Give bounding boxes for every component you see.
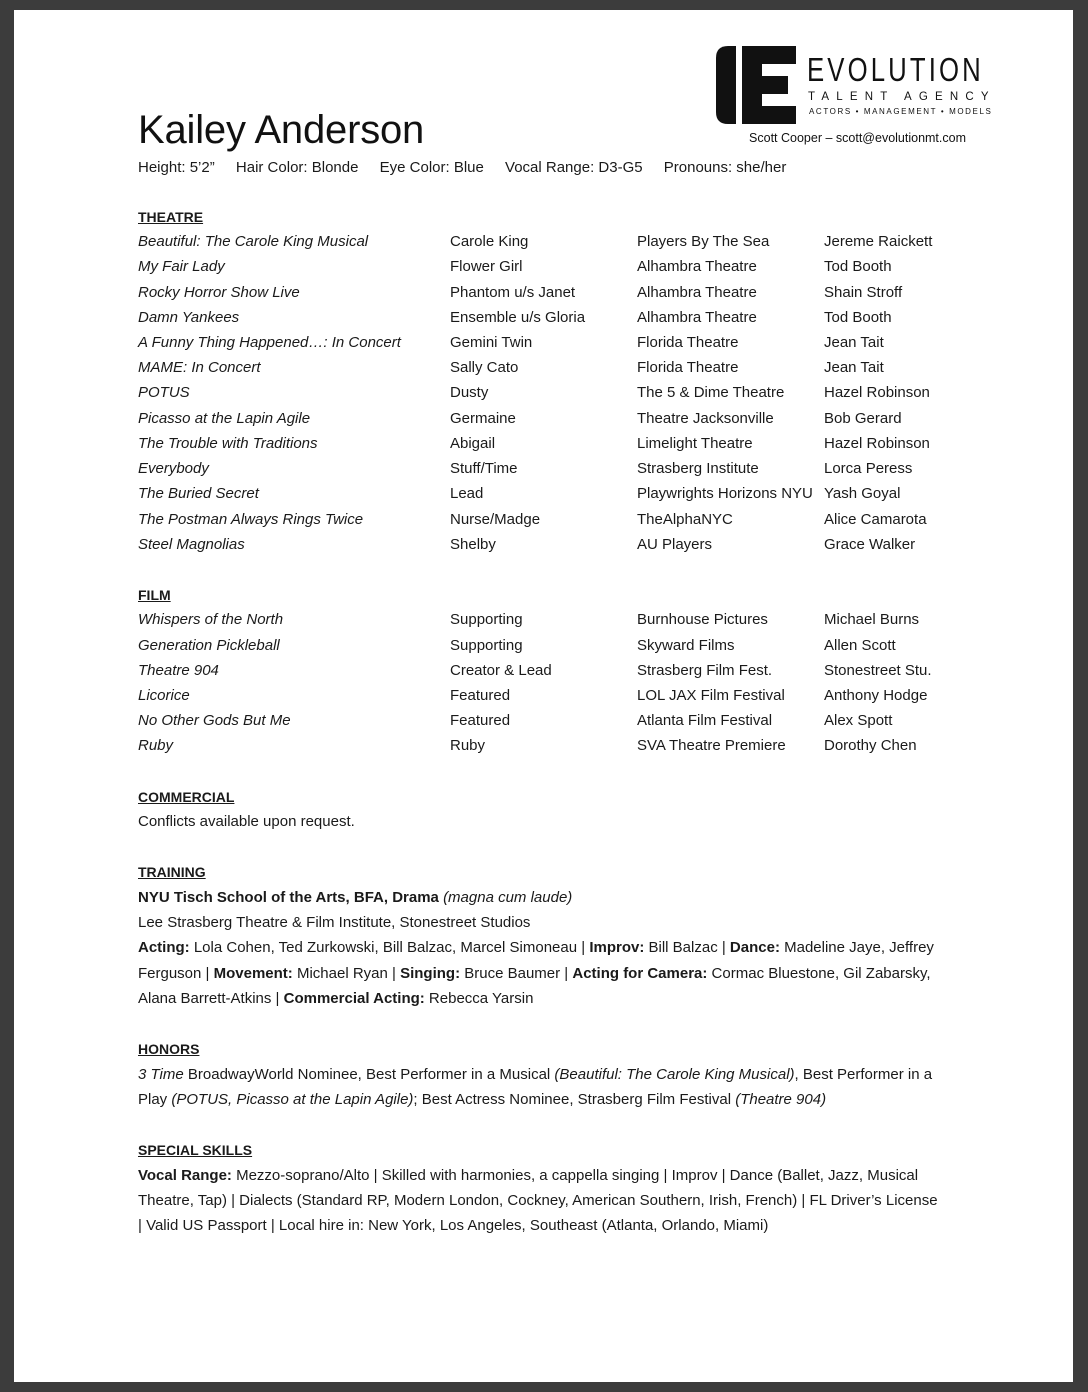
agent-contact: Scott Cooper – scott@evolutionmt.com [749,131,966,145]
teachers-dance: Madeline Jaye, Jeffrey Ferguson | [138,939,934,982]
honors-text [138,1062,938,1112]
credit-director: Dorothy Chen [824,737,917,754]
credit-title: The Postman Always Rings Twice [138,511,364,528]
credit-venue: Strasberg Institute [637,460,759,477]
credit-director: Bob Gerard [824,410,902,427]
credit-title: The Trouble with Traditions [138,435,318,452]
agency-logo [714,44,996,134]
credit-venue: Burnhouse Pictures [637,611,768,628]
school-honor: (magna cum laude) [443,889,573,906]
evolution-e-logo-icon [714,44,798,126]
honors-heading: HONORS [138,1041,200,1057]
credit-director: Hazel Robinson [824,384,930,401]
credit-venue: Skyward Films [637,637,735,654]
credit-title: Licorice [138,687,190,704]
credit-title: Picasso at the Lapin Agile [138,410,311,427]
credit-title: Generation Pickleball [138,637,280,654]
honors-part: , Best Performer in a Play [138,1066,933,1109]
label-acting: Acting: [138,939,190,957]
honors-part: ; Best Actress Nominee, Strasberg Film Festival [413,1091,736,1109]
credit-venue: Limelight Theatre [637,435,753,452]
credit-title: Damn Yankees [138,309,240,326]
credit-director: Alex Spott [824,712,893,729]
credit-role: Lead [450,485,484,502]
credit-role: Flower Girl [450,258,523,275]
credit-venue: AU Players [637,536,713,553]
credit-title: POTUS [138,384,190,401]
teachers-movement: Michael Ryan | [292,964,401,982]
credit-role: Creator & Lead [450,662,552,679]
credit-venue: Alhambra Theatre [637,258,757,275]
credit-director: Hazel Robinson [824,435,930,452]
credit-venue: SVA Theatre Premiere [637,737,786,754]
skills-body [138,1163,938,1239]
agency-subtitle: TALENT AGENCY [808,91,996,103]
credit-title: Beautiful: The Carole King Musical [138,233,369,250]
credit-title: A Funny Thing Happened…: In Concert [138,334,401,351]
honors-show: (Theatre 904) [735,1091,827,1109]
credit-role: Gemini Twin [450,334,533,351]
film-heading: FILM [138,587,171,603]
honors-show: (POTUS, Picasso at the Lapin Agile) [171,1091,414,1109]
teachers-acting: Lola Cohen, Ted Zurkowski, Bill Balzac, Marcel Simoneau | [189,939,590,957]
training-studios: Lee Strasberg Theatre & Film Institute, Stonestreet Studios [138,914,531,932]
skills-label: Vocal Range: [138,1167,232,1184]
credit-role: Supporting [450,637,523,654]
credit-role: Nurse/Madge [450,511,541,528]
stat-eyes: Eye Color: Blue [379,159,484,176]
school-name: NYU Tisch School of the Arts, BFA, Drama [138,889,439,906]
label-movement: Movement: [213,964,293,982]
credit-director: Anthony Hodge [824,687,928,704]
label-commercial: Commercial Acting: [283,989,425,1007]
credit-title: MAME: In Concert [138,359,261,376]
credit-director: Michael Burns [824,611,920,628]
stat-height: Height: 5’2” [138,159,215,176]
honors-show: (Beautiful: The Carole King Musical) [554,1066,795,1083]
credit-title: Ruby [138,737,174,754]
label-dance: Dance: [729,939,780,957]
commercial-heading: COMMERCIAL [138,789,235,805]
stat-vocal-range: Vocal Range: D3-G5 [505,159,643,176]
label-camera: Acting for Camera: [572,964,708,982]
credit-role: Germaine [450,410,516,427]
training-heading: TRAINING [138,864,206,880]
credit-title: Steel Magnolias [138,536,245,553]
teachers-commercial: Rebecca Yarsin [424,989,534,1007]
credit-director: Jean Tait [824,359,884,376]
credit-venue: TheAlphaNYC [637,511,733,528]
credit-title: The Buried Secret [138,485,259,502]
credit-director: Tod Booth [824,309,892,326]
credit-director: Grace Walker [824,536,916,553]
credit-venue: Alhambra Theatre [637,284,757,301]
credit-title: No Other Gods But Me [138,712,291,729]
credit-director: Alice Camarota [824,511,927,528]
credit-title: My Fair Lady [138,258,225,275]
performer-stats [138,158,803,178]
training-teachers [138,935,938,1011]
credit-role: Sally Cato [450,359,519,376]
honors-count: 3 Time [138,1066,184,1083]
stat-pronouns: Pronouns: she/her [663,159,787,176]
credit-title: Rocky Horror Show Live [138,284,300,301]
training-body [138,885,938,1011]
credit-director: Jereme Raickett [824,233,933,250]
credit-director: Lorca Peress [824,460,913,477]
credit-director: Yash Goyal [824,485,901,502]
credit-venue: Atlanta Film Festival [637,712,773,729]
skills-text [138,1163,938,1239]
skills-heading: SPECIAL SKILLS [138,1142,253,1158]
agency-wordmark: EVOLUTION [807,51,984,88]
credit-venue: Florida Theatre [637,334,739,351]
teachers-camera: Cormac Bluestone, Gil Zabarsky, Alana Barrett-Atkins | [138,964,931,1007]
credit-director: Allen Scott [824,637,896,654]
credit-venue: Players By The Sea [637,233,770,250]
commercial-note: Conflicts available upon request. [138,813,355,830]
credit-role: Dusty [450,384,489,401]
credit-director: Shain Stroff [824,284,903,301]
credit-title: Everybody [138,460,209,477]
agency-tagline: ACTORS • MANAGEMENT • MODELS [809,107,993,116]
credit-role: Stuff/Time [450,460,518,477]
honors-body [138,1062,938,1112]
credit-role: Ensemble u/s Gloria [450,309,586,326]
theatre-heading: THEATRE [138,209,204,225]
credit-title: Theatre 904 [138,662,219,679]
credit-venue: Playwrights Horizons NYU [637,485,813,502]
resume-page [14,10,1073,1382]
credit-role: Phantom u/s Janet [450,284,576,301]
credit-role: Supporting [450,611,523,628]
credit-venue: LOL JAX Film Festival [637,687,785,704]
stat-hair: Hair Color: Blonde [235,159,359,176]
teachers-singing: Bruce Baumer | [460,964,573,982]
credit-role: Carole King [450,233,529,250]
credit-director: Stonestreet Stu. [824,662,932,679]
training-school [138,885,938,910]
credit-role: Ruby [450,737,486,754]
honors-part: BroadwayWorld Nominee, Best Performer in a Musical [183,1066,555,1083]
credit-role: Featured [450,712,511,729]
credit-venue: Strasberg Film Fest. [637,662,773,679]
label-singing: Singing: [400,964,461,982]
performer-name: Kailey Anderson [138,108,425,152]
teachers-improv: Bill Balzac | [644,939,730,957]
credit-venue: Theatre Jacksonville [637,410,774,427]
credit-venue: Florida Theatre [637,359,739,376]
credit-role: Shelby [450,536,496,553]
credit-director: Jean Tait [824,334,884,351]
credit-title: Whispers of the North [138,611,284,628]
credit-venue: Alhambra Theatre [637,309,757,326]
label-improv: Improv: [589,939,645,957]
credit-role: Featured [450,687,511,704]
credit-director: Tod Booth [824,258,892,275]
skills-list: Mezzo-soprano/Alto | Skilled with harmonies, a cappella singing | Improv | Dance (Ballet, Jazz, Musical Theatre, Tap) | Dialects (Standard RP, Modern London, Cockney, American Southern, Irish, French) | FL Driver’s License | Valid US Passport | Local hire in: New York, Los Angeles, Southeast (Atlanta, Orlando, Miami) [138,1167,938,1235]
credit-role: Abigail [450,435,496,452]
credit-venue: The 5 & Dime Theatre [637,384,785,401]
